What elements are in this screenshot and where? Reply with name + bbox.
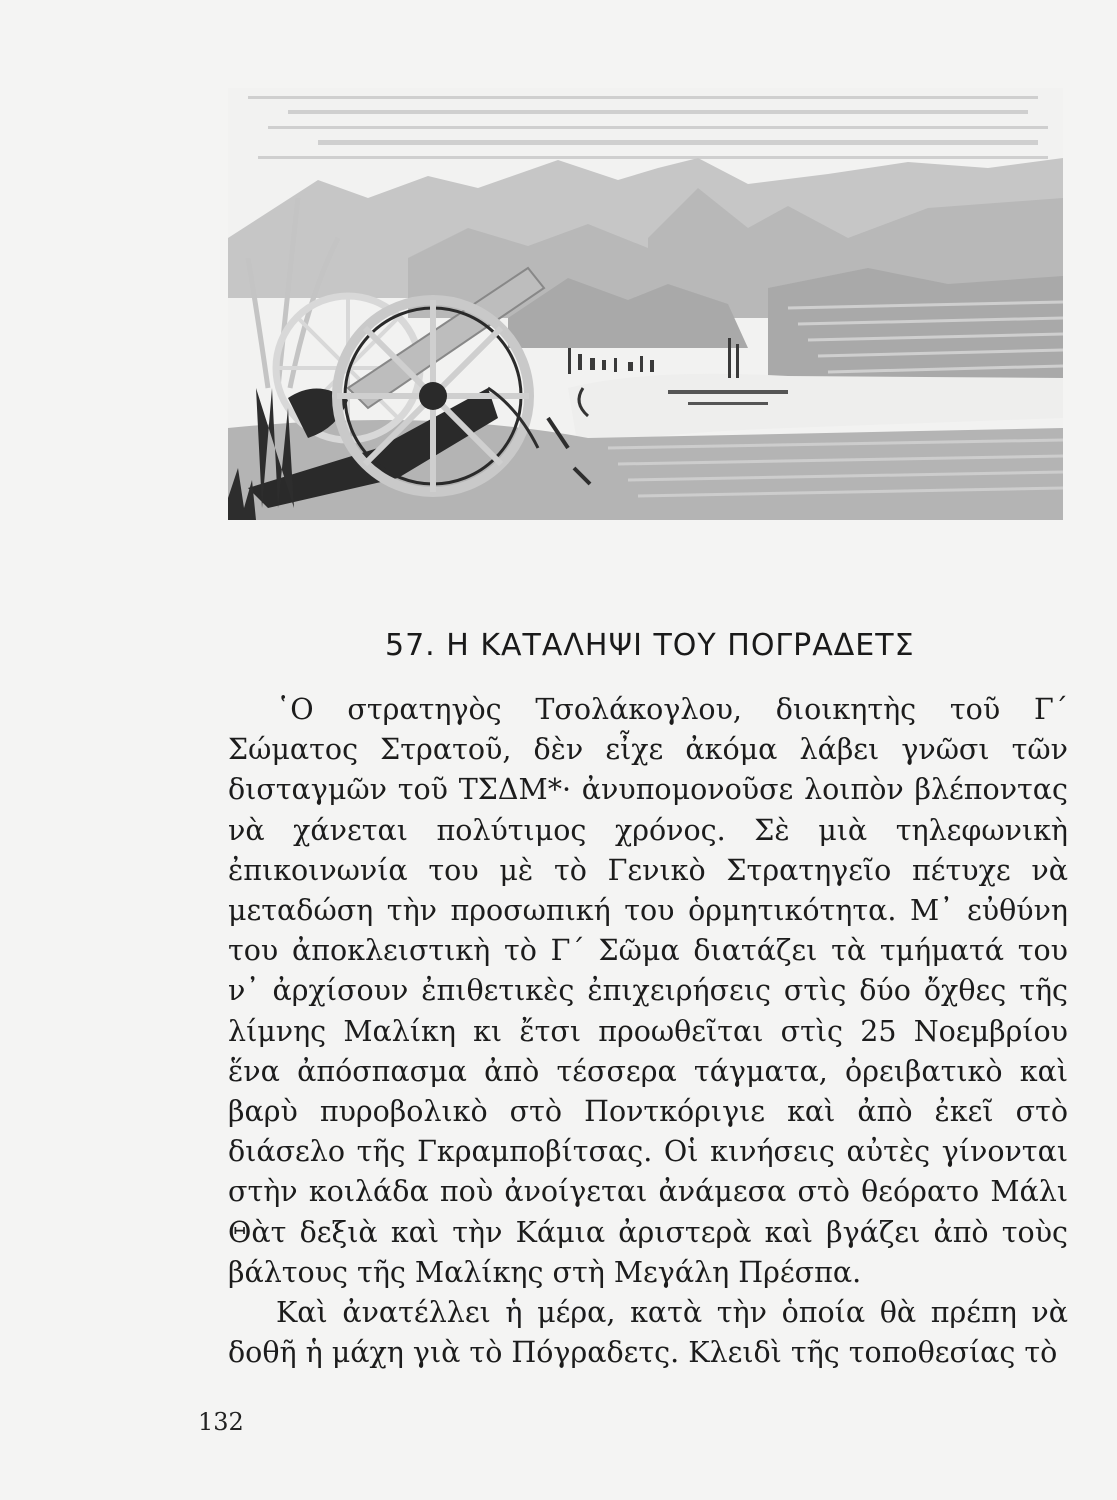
cannon-landscape-illustration [228, 88, 1063, 520]
body-text [228, 690, 1068, 1373]
paragraph: Καὶ ἀνατέλλει ἡ μέρα, κατὰ τὴν ὁποία θὰ πρέπη νὰ δοθῆ ἡ μάχη γιὰ τὸ Πόγραδετς. Κλειδὶ τῆς τοποθεσίας τὸ [228, 1296, 1068, 1370]
chapter-title: 57. Η ΚΑΤΑΛΗΨΙ ΤΟΥ ΠΟΓΡΑΔΕΤΣ [385, 628, 915, 663]
paragraph: ῾Ο στρατηγὸς Τσολάκογλου, διοικητὴς τοῦ Γ΄ Σώματος Στρατοῦ, δὲν εἶχε ἀκόμα λάβει γνῶσι τῶν δισταγμῶν τοῦ ΤΣΔΜ*· ἀνυπομονοῦσε λοιπὸν βλέποντας νὰ χάνεται πολύτιμος χρόνος. Σὲ μιὰ τηλεφωνικὴ ἐπικοινωνία του μὲ τὸ Γενικὸ Στρατηγεῖο πέτυχε νὰ μεταδώση τὴν προσωπική του ὁρμητικότητα. Μ᾿ εὐθύνη του ἀποκλειστικὴ τὸ Γ΄ Σῶμα διατάζει τὰ τμήματά του ν᾿ ἀρχίσουν ἐπιθετικὲς ἐπιχειρήσεις στὶς δύο ὄχθες τῆς λίμνης Μαλίκη κι ἔτσι προωθεῖται στὶς 25 Νοεμβρίου ἕνα ἀπόσπασμα ἀπὸ τέσσερα τάγματα, ὀρειβατικὸ καὶ βαρὺ πυροβολικὸ στὸ Ποντκόριγιε καὶ ἀπὸ ἐκεῖ στὸ διάσελο τῆς Γκραμποβίτσας. Οἱ κινήσεις αὐτὲς γίνονται στὴν κοιλάδα ποὺ ἀνοίγεται ἀνάμεσα στὸ θεόρατο Μάλι Θὰτ δεξιὰ καὶ τὴν Κάμια ἀριστερὰ καὶ βγάζει ἀπὸ τοὺς βάλτους τῆς Μαλίκης στὴ Μεγάλη Πρέσπα. [228, 693, 1068, 1289]
page-number: 132 [198, 1408, 244, 1436]
